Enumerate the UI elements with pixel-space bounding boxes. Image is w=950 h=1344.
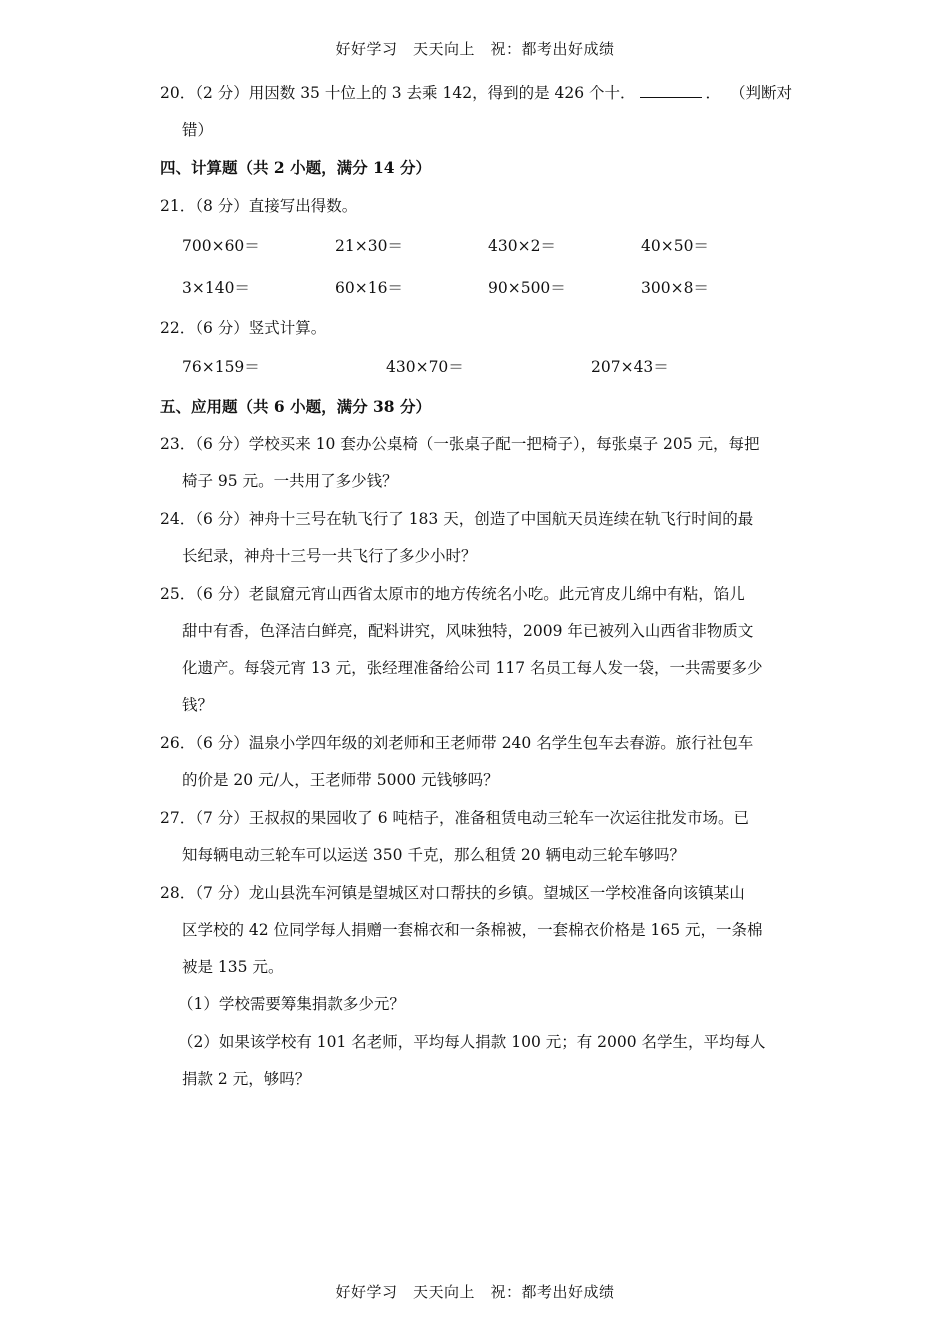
- q23-line2: 椅子 95 元。一共用了多少钱？: [182, 472, 398, 490]
- q26-line2: 的价是 20 元/人，王老师带 5000 元钱够吗？: [182, 771, 499, 789]
- q20-line1: [160, 81, 792, 103]
- q27-line2: 知每辆电动三轮车可以运送 350 千克，那么租赁 20 辆电动三轮车够吗？: [182, 846, 686, 864]
- q25-line3: 化遗产。每袋元宵 13 元，张经理准备给公司 117 名员工每人发一袋，一共需要多少: [182, 659, 763, 677]
- q22-item: 430×70＝: [386, 358, 464, 376]
- q21-title: 21．（8 分）直接写出得数。: [160, 197, 358, 215]
- q24-line1: 24．（6 分）神舟十三号在轨飞行了 183 天，创造了中国航天员连续在轨飞行时间的最: [160, 510, 754, 528]
- q20-tail: （判断对: [729, 84, 792, 102]
- q24-line2: 长纪录，神舟十三号一共飞行了多少小时？: [182, 547, 477, 565]
- answer-blank[interactable]: [640, 83, 702, 98]
- q25-line1: 25．（6 分）老鼠窟元宵山西省太原市的地方传统名小吃。此元宵皮儿绵中有粘，馅儿: [160, 585, 745, 603]
- section5-title: 五、应用题（共 6 小题，满分 38 分）: [160, 397, 431, 416]
- q20-line2: 错）: [182, 121, 214, 139]
- q28-line3: 被是 135 元。: [182, 958, 284, 976]
- q28-sub2-line2: 捐款 2 元，够吗？: [182, 1070, 311, 1088]
- q21-item: 300×8＝: [641, 279, 709, 297]
- q28-sub2-line1: （2）如果该学校有 101 名老师，平均每人捐款 100 元；有 2000 名学生，平均每人: [178, 1033, 766, 1051]
- q20-period: ．: [705, 84, 722, 102]
- q21-item: 3×140＝: [182, 279, 250, 297]
- q21-item: 40×50＝: [641, 237, 709, 255]
- q28-sub1: （1）学校需要筹集捐款多少元？: [178, 995, 405, 1013]
- q25-line4: 钱？: [182, 696, 214, 714]
- q28-line1: 28．（7 分）龙山县洗车河镇是望城区对口帮扶的乡镇。望城区一学校准备向该镇某山: [160, 884, 745, 902]
- q21-item: 21×30＝: [335, 237, 403, 255]
- section4-title: 四、计算题（共 2 小题，满分 14 分）: [160, 158, 431, 177]
- q22-item: 76×159＝: [182, 358, 260, 376]
- q22-item: 207×43＝: [591, 358, 669, 376]
- page-header: 好好学习 天天向上 祝：都考出好成绩: [335, 40, 615, 58]
- q21-item: 430×2＝: [488, 237, 556, 255]
- q21-item: 700×60＝: [182, 237, 260, 255]
- q22-title: 22．（6 分）竖式计算。: [160, 319, 327, 337]
- q21-item: 90×500＝: [488, 279, 566, 297]
- q25-line2: 甜中有香，色泽洁白鲜亮，配料讲究，风味独特，2009 年已被列入山西省非物质文: [182, 622, 754, 640]
- q20-text: 20．（2 分）用因数 35 十位上的 3 去乘 142，得到的是 426 个十．: [160, 84, 636, 102]
- q23-line1: 23．（6 分）学校买来 10 套办公桌椅（一张桌子配一把椅子），每张桌子 205 元，每把: [160, 435, 760, 453]
- page-footer: 好好学习 天天向上 祝：都考出好成绩: [335, 1283, 615, 1301]
- q26-line1: 26．（6 分）温泉小学四年级的刘老师和王老师带 240 名学生包车去春游。旅行社包车: [160, 734, 754, 752]
- q21-item: 60×16＝: [335, 279, 403, 297]
- q27-line1: 27．（7 分）王叔叔的果园收了 6 吨桔子，准备租赁电动三轮车一次运往批发市场。已: [160, 809, 749, 827]
- q28-line2: 区学校的 42 位同学每人捐赠一套棉衣和一条棉被，一套棉衣价格是 165 元，一条棉: [182, 921, 763, 939]
